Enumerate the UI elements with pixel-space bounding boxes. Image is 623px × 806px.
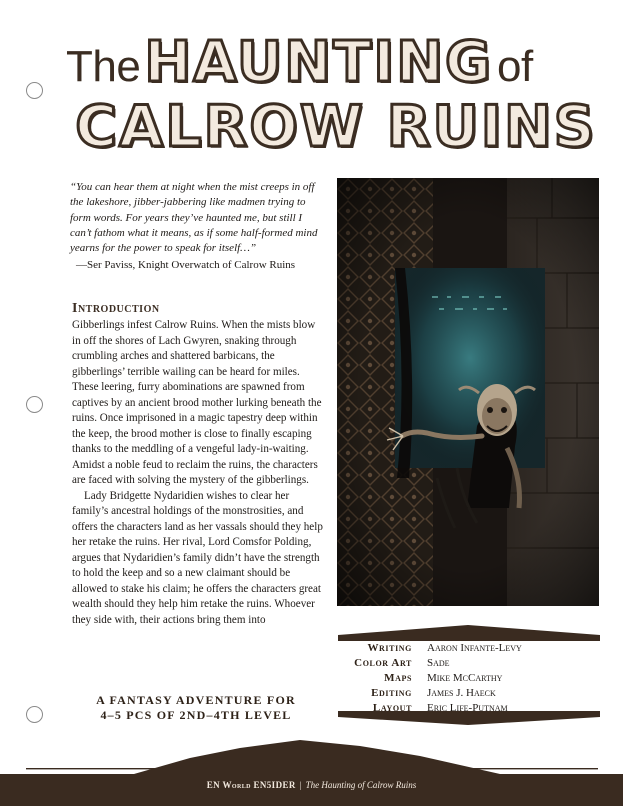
credit-name: James J. Haeck [427, 687, 496, 699]
credit-name: Sade [427, 657, 450, 669]
page-title-line-2: CALROW RUINS [75, 94, 597, 160]
credit-name: Mike McCarthy [427, 672, 503, 684]
page-title-line-1 [66, 30, 606, 95]
credit-name: Eric Life-Putnam [427, 702, 508, 714]
credit-role: Writing [367, 642, 412, 654]
credit-row [338, 671, 600, 686]
title-of: of [497, 42, 533, 91]
credit-role: Color Art [354, 657, 412, 669]
epigraph-attribution: —Ser Paviss, Knight Overwatch of Calrow Ruins [76, 259, 296, 271]
footer-mountain-band [0, 740, 623, 806]
tagline-line-2: 4–5 PCS OF 2ND–4TH LEVEL [100, 708, 292, 722]
introduction-paragraph-2: Lady Bridgette Nydaridien wishes to clear her family’s ancestral holdings of the monstrosities, and offers the characters land as her vassals should they help her retake the ruins. Her rival, Lord Comsfor Polding, argues that Nydaridien’s family didn’t have the strength to hold the keep and so a new claimant should be allowed to stake his claim; he offers the characters great wealth should they help him retake the ruins. Whoever they side with, their actions bring them into [72, 489, 323, 626]
footer-separator: | [299, 780, 302, 790]
credit-role: Maps [384, 672, 412, 684]
tagline-line-1: A FANTASY ADVENTURE FOR [96, 693, 296, 707]
credit-row [338, 686, 600, 701]
credit-name: Aaron Infante-Levy [427, 642, 522, 654]
binder-hole-icon [26, 706, 43, 723]
credit-row [338, 656, 600, 671]
credit-row [338, 701, 600, 716]
footer-brand: EN World EN5IDER [206, 780, 296, 790]
introduction-body [72, 318, 326, 628]
epigraph-quote: “You can hear them at night when the mist creeps in off the lakeshore, jibber-jabbering like madmen trying to form words. For years they’ve haunted me, but still I can’t fathom what it means, as if some half-formed mind yearns for the power to speak for itself…” [70, 181, 318, 255]
section-heading-introduction: Introduction [72, 301, 160, 316]
footer-issue-title: The Haunting of Calrow Ruins [305, 780, 417, 790]
credit-row [338, 641, 600, 656]
binder-hole-icon [26, 82, 43, 99]
gibberling-illustration [337, 178, 599, 606]
title-haunting: HAUNTING [144, 30, 494, 95]
adventure-tagline [80, 693, 312, 723]
introduction-paragraph-1: Gibberlings infest Calrow Ruins. When the mists blow in off the shores of Lach Gwyren, snaking through crumbling arches and shattered barbicans, the gibberlings’ terrible wailing can be heard for miles. These leering, furry abominations are spawned from captives by an ancient brood mother lurking beneath the ruins. Once imprisoned in a magic tapestry deep within the keep, the brood mother is close to finally escaping thanks to the meddling of a vengeful lady-in-waiting. Amidst a noble feud to reclaim the ruins, the characters are faced with solving the mystery of the gibberlings. [72, 319, 322, 486]
binder-hole-icon [26, 396, 43, 413]
credit-role: Layout [372, 702, 412, 714]
title-the: The [66, 42, 141, 91]
credit-role: Editing [371, 687, 412, 699]
footer [0, 780, 623, 790]
